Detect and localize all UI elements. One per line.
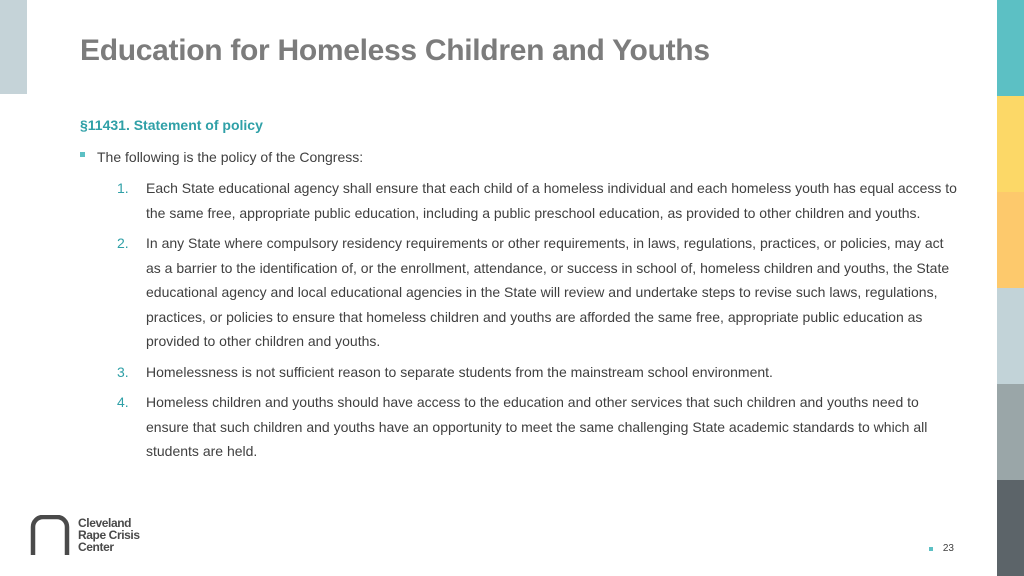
- policy-list: [80, 176, 960, 464]
- policy-item: [117, 360, 960, 385]
- policy-item-number: 3.: [117, 363, 129, 380]
- policy-item-number: 4.: [117, 394, 129, 410]
- logo-text-line: Rape Crisis: [78, 528, 140, 542]
- intro-bullet-text: The following is the policy of the Congress:: [97, 149, 364, 165]
- policy-content: [80, 146, 960, 470]
- policy-item-text: In any State where compulsory residency requirements or other requirements, in laws, regulations, practices, or policies, may act as a barrier to the identification of, or the enrollment, attendance, or success in school of, homeless children and youths, the State educational agency and local educational agencies in the State will review and undertake steps to revise such laws, regulations, practices, or policies to ensure that homeless children and youths are afforded the same free, appropriate public education as provided to other children and youths.: [146, 235, 950, 349]
- policy-item-number: 2.: [117, 235, 129, 251]
- policy-item: [117, 176, 960, 225]
- organization-logo: [30, 515, 140, 555]
- color-segment-gray: [997, 384, 1024, 480]
- section-heading: §11431. Statement of policy: [80, 117, 263, 133]
- square-bullet-icon: [80, 152, 85, 157]
- logo-text-line: Center: [78, 540, 114, 554]
- slide-title: Education for Homeless Children and Youths: [80, 34, 710, 67]
- policy-item: [117, 231, 960, 354]
- color-segment-teal: [997, 0, 1024, 96]
- intro-bullet-row: [80, 146, 960, 168]
- policy-item-text: Homelessness is not sufficient reason to separate students from the mainstream school environment.: [146, 363, 773, 380]
- page-number-text: 23: [942, 543, 954, 554]
- right-color-bar: [997, 0, 1024, 576]
- color-segment-orange: [997, 192, 1024, 288]
- color-segment-yellow: [997, 96, 1024, 192]
- policy-item-text: Homeless children and youths should have access to the education and other services that such children and youths need to ensure that such children and youths have an opportunity to meet the same challenging State academic standards to which all students are held.: [146, 394, 928, 459]
- logo-mark-icon: [30, 515, 70, 555]
- policy-item: [117, 390, 960, 464]
- color-segment-dark-gray: [997, 480, 1024, 576]
- color-segment-light-gray: [997, 288, 1024, 384]
- left-accent-bar: [0, 0, 27, 94]
- policy-item-text: Each State educational agency shall ensure that each child of a homeless individual and each homeless youth has equal access to the same free, appropriate public education, including a public preschool education, as provided to other children and youths.: [146, 180, 957, 221]
- square-bullet-icon: [929, 547, 933, 551]
- logo-text: [78, 517, 140, 553]
- policy-item-number: 1.: [117, 180, 129, 196]
- page-number: [929, 543, 954, 554]
- logo-text-line: Cleveland: [78, 516, 132, 530]
